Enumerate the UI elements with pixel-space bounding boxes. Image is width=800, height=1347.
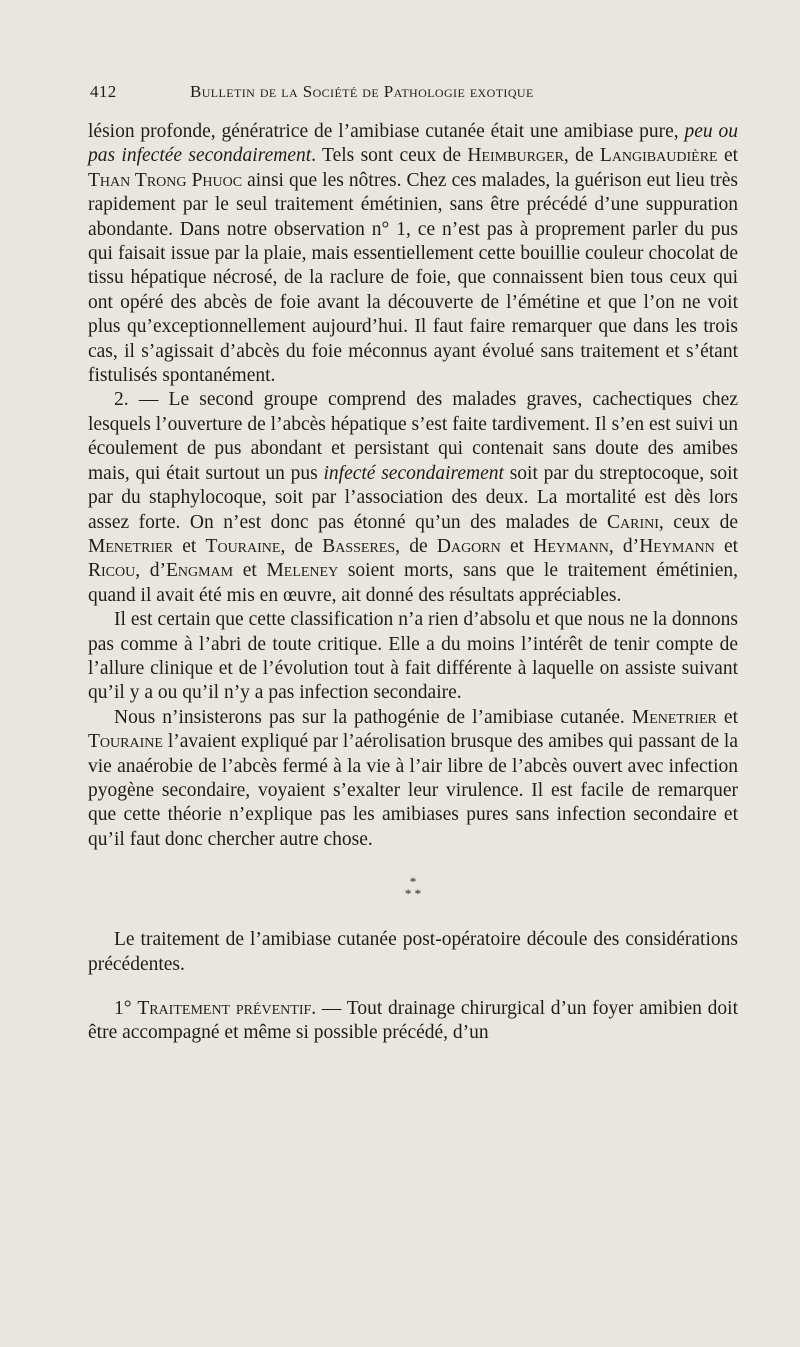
text-run: et <box>182 535 197 557</box>
author-name: Dagorn <box>436 535 501 557</box>
text-run: soient morts, sans que le traitement émétinien, quand il avait été mis en œuvre, ait donné des résultats appréciables. <box>88 560 739 606</box>
text-run: et <box>509 535 525 557</box>
text-run: . Tels sont ceux de <box>311 145 462 167</box>
author-name: Engmam <box>165 560 234 582</box>
section-separator-asterism <box>88 876 738 900</box>
text-run: et <box>242 560 257 582</box>
text-run: l’avaient expliqué par l’aérolisation brusque des amibes qui passant de la vie anaérobie de l’abcès fermé à la vie à l’air libre de l’abcès ouvert avec infection pyogène secondaire, voyaient s’exalter leur virulence. Il est facile de remarquer que cette théorie n’explique pas les amibiases pures sans infection secondaire et qu’il faut donc chercher autre chose. <box>88 731 739 850</box>
author-name: Meleney <box>266 560 339 582</box>
text-run: et <box>723 706 738 728</box>
text-run: soit par du streptocoque, soit par du staphylocoque, soit par l’association des deux. La mortalité est dès lors assez forte. On n’est donc pas étonné qu’un des malades de <box>88 462 738 533</box>
item-number: 1° <box>114 998 132 1019</box>
text-run: 2. — Le second groupe comprend des malades graves, cachectiques chez lesquels l’ouverture de l’abcès hépatique s’est faite tardivement. Il s’en est suivi un écoulement de pus abondant et persistant qui contenait sans doute des amibes mais, qui était surtout un pus <box>88 389 738 484</box>
author-name: Touraine <box>205 535 281 557</box>
author-name: Menetrier <box>631 706 717 728</box>
paragraph-6 <box>88 997 738 1046</box>
running-header <box>90 82 740 110</box>
text-run: , d’ <box>608 535 640 557</box>
italic-phrase: peu ou pas infectée secondairement <box>88 121 739 167</box>
page-number: 412 <box>90 82 117 101</box>
author-name: Ricou <box>88 560 136 582</box>
running-title: Bulletin de la Société de Pathologie exotique <box>190 82 534 101</box>
paragraph-3: Il est certain que cette classification n’a rien d’absolu et que nous ne la donnons pas comme à l’abri de toute critique. Elle a du moins l’intérêt de tenir compte de l’allure clinique et de l’évolution tout à fait différente à laquelle on assiste suivant qu’il y a ou qu’il n’y a pas infection secondaire. <box>88 609 738 704</box>
text-run: et <box>723 535 739 557</box>
author-name: Than Trong Phuoc <box>88 169 243 191</box>
text-run: , de <box>280 535 313 557</box>
asterism-top: * <box>409 874 417 890</box>
section-heading: Traitement préventif. <box>137 998 317 1019</box>
paragraph-5: Le traitement de l’amibiase cutanée post-opératoire découle des considérations précédentes. <box>88 929 738 975</box>
author-name: Touraine <box>88 731 163 753</box>
paragraph-1 <box>88 120 738 388</box>
text-run: lésion profonde, génératrice de l’amibiase cutanée était une amibiase pure, <box>88 121 679 142</box>
text-run: Nous n’insisterons pas sur la pathogénie de l’amibiase cutanée. <box>114 706 625 728</box>
body-text <box>88 120 738 1046</box>
text-run: , de <box>395 535 428 557</box>
author-name: Heymann <box>639 535 715 557</box>
paragraph-4 <box>88 706 738 852</box>
author-name: Carini <box>606 511 659 533</box>
text-run: , de <box>563 145 594 167</box>
paragraph-gap <box>88 977 738 997</box>
author-name: Langibaudière <box>599 145 718 167</box>
text-run: et <box>723 145 739 167</box>
author-name: Heimburger <box>467 145 564 167</box>
author-name: Menetrier <box>88 535 173 557</box>
text-run: , d’ <box>135 560 166 582</box>
italic-phrase: infecté secondairement <box>323 462 504 484</box>
author-name: Heymann <box>533 535 609 557</box>
text-run: , ceux de <box>658 511 739 533</box>
author-name: Basseres <box>322 535 396 557</box>
text-run: — Tout drainage chirurgical d’un foyer amibien doit être accompagné et même si possible précédé, d’un <box>88 998 738 1044</box>
paragraph-2 <box>88 388 738 608</box>
asterism-bottom: * * <box>404 886 422 902</box>
text-run: ainsi que les nôtres. Chez ces malades, la guérison eut lieu très rapidement par le seul traitement émétinien, sans être précédé d’une suppuration abondante. Dans notre observation n° 1, ce n’est pas à proprement parler du pus qui faisait issue par la plaie, mais essentiellement cette bouillie couleur chocolat de tissu hépatique nécrosé, de la raclure de foie, que connaissent bien tous ceux qui ont opéré des abcès de foie avant la découverte de l’émétine et que l’on ne voit plus qu’exceptionnellement aujourd’hui. Il faut faire remarquer que dans les trois cas, il s’agissait d’abcès du foie méconnus ayant évolué sans traitement et s’étant fistulisés spontanément. <box>88 169 738 387</box>
